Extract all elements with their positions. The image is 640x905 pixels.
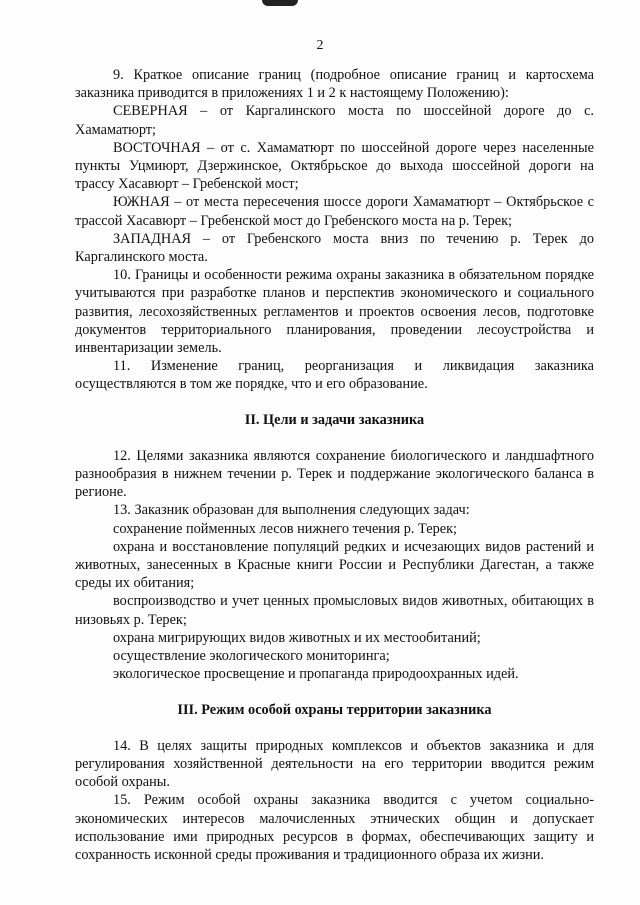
paragraph-13: 13. Заказник образован для выполнения следующих задач: — [113, 502, 470, 519]
task-item: воспроизводство и учет ценных промысловых видов животных, обитающих в низовьях р. Терек; — [75, 593, 594, 628]
page-number: 2 — [316, 38, 324, 53]
paragraph-15: 15. Режим особой охраны заказника вводится с учетом социально-экономических интересов малочисленных этнических общин и допускает использование ими природных ресурсов в формах, обеспечивающих защиту и сохранность исконной среды проживания и традиционного образа их жизни. — [75, 792, 594, 863]
paragraph-14: 14. В целях защиты природных комплексов и объектов заказника и для регулирования хозяйственной деятельности на его территории вводится режим особой охраны. — [75, 737, 594, 791]
paragraph-border-west: ЗАПАДНАЯ – от Гребенского моста вниз по течению р. Терек до Каргалинского моста. — [75, 230, 594, 266]
task-item: охрана мигрирующих видов животных и их местообитаний; — [113, 629, 481, 646]
section-heading-3: III. Режим особой охраны территории заказника — [177, 701, 492, 718]
task-item: охрана и восстановление популяций редких и исчезающих видов растений и животных, занесенных в Красные книги России и Республики Дагестан, а также среды их обитания; — [75, 538, 594, 592]
paragraph-10: 10. Границы и особенности режима охраны заказника в обязательном порядке учитываются при разработке планов и перспектив экономического и социального развития, лесохозяйственных регламентов и проектов освоения лесов, подготовке документов территориального планирования, проведении лесоустройства и инвентаризации земель. — [75, 267, 594, 357]
paragraph-border-north: СЕВЕРНАЯ – от Каргалинского моста по шоссейной дороге до с. Хамаматюрт; — [75, 103, 594, 138]
document-body — [75, 66, 594, 864]
task-item: сохранение пойменных лесов нижнего течения р. Терек; — [113, 520, 458, 537]
paragraph-12: 12. Целями заказника являются сохранение биологического и ландшафтного разнообразия в нижнем течении р. Терек и поддержание экологического баланса в регионе. — [75, 447, 594, 501]
task-item: осуществление экологического мониторинга; — [113, 648, 390, 665]
paragraph-9: 9. Краткое описание границ (подробное описание границ и картосхема заказника приводится в приложениях 1 и 2 к настоящему Положению): — [75, 67, 594, 102]
task-item: экологическое просвещение и пропаганда природоохранных идей. — [113, 666, 519, 683]
paragraph-border-east: ВОСТОЧНАЯ – от с. Хамаматюрт по шоссейной дороге через населенные пункты Уцмиюрт, Дзержинское, Октябрьское до выхода шоссейной дороги на трассу Хасавюрт – Гребенской мост; — [75, 139, 594, 193]
scan-artifact — [262, 0, 298, 6]
paragraph-11: 11. Изменение границ, реорганизация и ликвидация заказника осуществляются в том же порядке, что и его образование. — [75, 358, 594, 393]
paragraph-border-south: ЮЖНАЯ – от места пересечения шоссе дороги Хамаматюрт – Октябрьское с трассой Хасавюрт – Гребенской мост до Гребенского моста на р. Терек; — [75, 194, 594, 229]
section-heading-2: II. Цели и задачи заказника — [244, 411, 425, 428]
